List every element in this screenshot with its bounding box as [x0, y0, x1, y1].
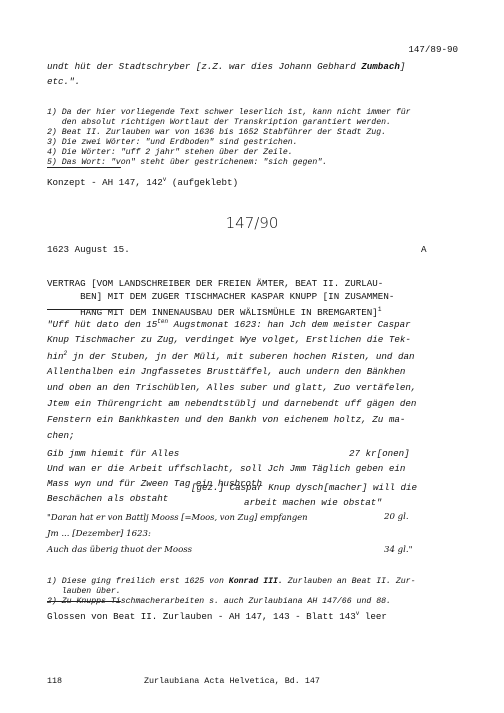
source-superscript: v	[355, 610, 360, 617]
footnote-line: 5) Das Wort: "von" steht über gestrichenem: "sich gegen".	[47, 158, 328, 167]
source-text: (aufgeklebt)	[166, 177, 239, 189]
gloss-amount-2: 34 gl."	[384, 545, 413, 555]
body-superscript: ten	[157, 318, 169, 325]
document-number: 147/90	[225, 214, 279, 232]
body-line: chen;	[47, 430, 75, 441]
page-reference: 147/89-90	[408, 44, 458, 55]
document-letter: A	[421, 244, 427, 255]
title-line: VERTRAG [VOM LANDSCHREIBER DER FREIEN ÄMTER, BEAT II. ZURLAU-	[47, 278, 384, 289]
source-text: leer	[359, 611, 387, 623]
footnote-line	[47, 577, 416, 587]
body-line	[47, 318, 411, 330]
document-body	[47, 318, 467, 508]
gloss-line-3: Auch das überig thuot der Mooss	[47, 545, 193, 555]
body-amount: 27 kr[onen]	[349, 448, 410, 459]
signature-line-2: arbeit machen wie obstat"	[244, 497, 382, 508]
footnote-line: 4) Die Wörter: "uff 2 jahr" stehen über der Zeile.	[47, 148, 293, 157]
publication-title: Zurlaubiana Acta Helvetica, Bd. 147	[144, 676, 320, 686]
body-line: Gib jmm hiemit für Alles	[47, 448, 180, 459]
body-text: jn der Stuben, jn der Müli, mit suberen hochen Risten, und dan	[67, 351, 415, 363]
prev-doc-text-line-1	[47, 61, 405, 72]
source-text: Konzept - AH 147, 142	[47, 177, 163, 189]
footnote-bold-name: Konrad III.	[228, 577, 283, 586]
body-line: Beschächen als obstaht	[47, 493, 169, 504]
body-text: "Uff hüt dato den 15	[47, 319, 158, 331]
footnote-line: 3) Die zwei Wörter: "und Erdboden" sind gestrichen.	[47, 138, 298, 147]
footnote-line: den absolut richtigen Wortlaut der Transkription garantiert werden.	[47, 118, 391, 127]
gloss-line-2: Jm ... [Dezember] 1623:	[47, 529, 151, 539]
prev-doc-source	[47, 176, 238, 188]
body-line	[47, 350, 415, 362]
body-line: Knup Tischmacher zu Zug, verdinget Wye volget, Erstlichen die Tek-	[47, 334, 411, 345]
separator-rule	[47, 601, 121, 602]
page-number: 118	[47, 676, 63, 686]
prev-text-bold-name: Zumbach	[361, 61, 400, 72]
footnote-line: lauben über.	[47, 587, 121, 596]
body-line: Jtem ein Thürengricht am nebendtstüblj und darnebendt uff gägen den	[47, 398, 417, 409]
source-text: Glossen von Beat II. Zurlauben - AH 147, 143 - Blatt 143	[47, 611, 356, 623]
signature-line-1: [gez.] Caspar Knup dysch[macher] will die	[191, 482, 418, 493]
body-line: Mass wyn und für Zween Tag ein husbroth	[47, 478, 263, 489]
prev-text-part: undt hüt der Stadtschryber [z.Z. war dies Johann Gebhard	[47, 61, 362, 72]
footnote-line: 2) Zu Knupps Tischmacherarbeiten s. auch Zurlaubiana AH 147/66 und 88.	[47, 597, 391, 606]
body-line: Fenstern ein Bankhkasten und den Bankh von eichenem holtz, Zu ma-	[47, 414, 406, 425]
separator-rule	[47, 167, 121, 168]
document-date: 1623 August 15.	[47, 244, 130, 255]
document-source	[47, 610, 387, 622]
footnote-line: 2) Beat II. Zurlauben war von 1636 bis 1652 Stabführer der Stadt Zug.	[47, 128, 387, 137]
body-line: Und wan er die Arbeit uffschlacht, soll Jch Jmm Täglich geben ein	[47, 463, 406, 474]
body-text: Augstmonat 1623: han Jch dem meister Caspar	[168, 319, 411, 331]
separator-rule	[47, 309, 121, 310]
source-superscript: v	[162, 176, 167, 183]
title-line: BEN] MIT DEM ZUGER TISCHMACHER KASPAR KNUPP [IN ZUSAMMEN-	[47, 291, 395, 302]
title-text: HANG MIT DEM INNENAUSBAU DER WÄLISMÜHLE IN BREMGARTEN]	[47, 307, 378, 319]
gloss-line-1: "Daran hat er von Battlj Mooss [=Moos, von Zug] empfangen	[47, 512, 308, 522]
footnote-text: 1) Diese ging freilich erst 1625 von	[47, 577, 229, 586]
footnote-text: Zurlauben an Beat II. Zur-	[282, 577, 416, 586]
body-line: Allenthalben ein Jngfassetes Brusttäffel, auch undern den Bänkhen	[47, 366, 406, 377]
prev-text-part: ]	[399, 61, 406, 72]
prev-doc-text-line-2: etc.".	[47, 76, 81, 87]
body-superscript: 2	[63, 350, 68, 357]
footnote-line: 1) Da der hier vorliegende Text schwer leserlich ist, kann nicht immer für	[47, 108, 411, 117]
body-line: und oben an den Trischüblen, Alles suber und glatt, Zuo vertäfelen,	[47, 382, 417, 393]
body-text: hin	[47, 351, 64, 363]
prev-doc-footnotes	[47, 98, 411, 178]
title-footnote-marker: 1	[377, 306, 382, 313]
title-line	[47, 303, 394, 319]
gloss-amount-1: 20 gl.	[384, 512, 409, 522]
